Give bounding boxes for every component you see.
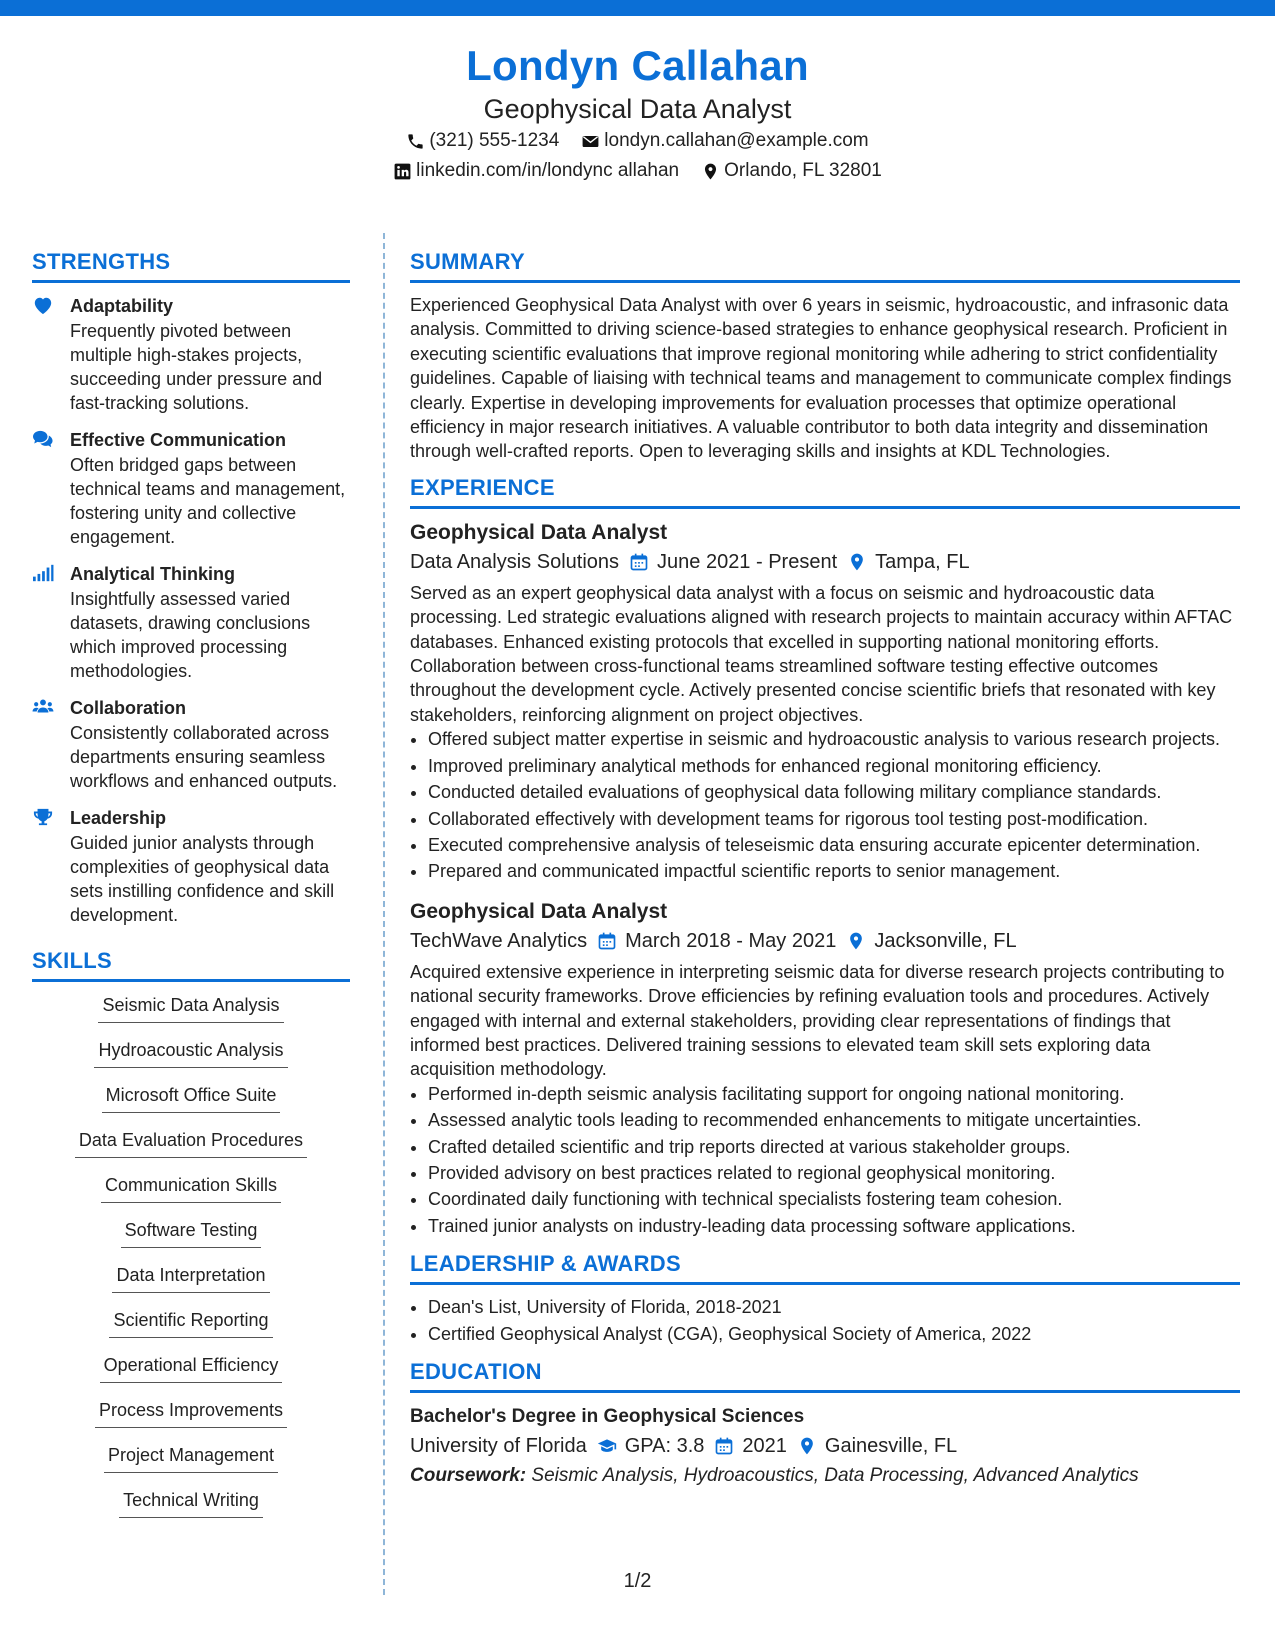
coursework-text: Seismic Analysis, Hydroacoustics, Data Processing, Advanced Analytics bbox=[531, 1465, 1139, 1486]
map-pin-icon bbox=[846, 931, 866, 951]
strength-title: Analytical Thinking bbox=[70, 564, 236, 584]
summary-heading: SUMMARY bbox=[410, 248, 1240, 283]
map-pin-icon bbox=[797, 1436, 817, 1456]
job-meta bbox=[410, 926, 1240, 956]
bullet-item: • Provided advisory on best practices related to regional geophysical monitoring. bbox=[428, 1161, 1240, 1185]
strength-desc: Often bridged gaps between technical teams and management, fostering unity and collective engagement. bbox=[70, 455, 346, 547]
strength-desc: Guided junior analysts through complexities of geophysical data sets instilling confidence and skill development. bbox=[70, 833, 335, 925]
skill-tag: Software Testing bbox=[121, 1217, 262, 1248]
skill-tag: Data Interpretation bbox=[112, 1262, 269, 1293]
job-dates: March 2018 - May 2021 bbox=[625, 929, 837, 952]
strength-item bbox=[32, 427, 350, 549]
email-contact[interactable] bbox=[581, 126, 868, 156]
job-company: Data Analysis Solutions bbox=[410, 550, 620, 573]
strength-desc: Consistently collaborated across departments ensuring seamless workflows and enhanced outputs. bbox=[70, 723, 338, 791]
linkedin-text: linkedin.com/in/londync allahan bbox=[416, 160, 680, 181]
phone-contact[interactable] bbox=[406, 126, 559, 156]
job-title: Geophysical Data Analyst bbox=[410, 899, 668, 923]
coursework-label: Coursework: bbox=[410, 1465, 527, 1486]
bullet-item: • Performed in-depth seismic analysis facilitating support for ongoing national monitoring. bbox=[428, 1082, 1240, 1106]
skill-tag: Scientific Reporting bbox=[109, 1307, 272, 1338]
email-text: londyn.callahan@example.com bbox=[604, 130, 869, 151]
job-location: Tampa, FL bbox=[875, 550, 970, 573]
job-bullets bbox=[410, 1082, 1240, 1238]
awards-heading: LEADERSHIP & AWARDS bbox=[410, 1250, 1240, 1285]
job-meta bbox=[410, 547, 1240, 577]
skill-tag: Hydroacoustic Analysis bbox=[94, 1037, 287, 1068]
heart-icon bbox=[32, 295, 54, 315]
page-number: 1/2 bbox=[623, 1570, 652, 1592]
strength-desc: Frequently pivoted between multiple high-stakes projects, succeeding under pressure and fast-tracking solutions. bbox=[70, 321, 323, 413]
graduation-cap-icon bbox=[597, 1436, 617, 1456]
map-pin-icon bbox=[701, 162, 720, 181]
education-heading: EDUCATION bbox=[410, 1358, 1240, 1393]
strength-title: Adaptability bbox=[70, 296, 174, 316]
bullet-item: • Prepared and communicated impactful scientific reports to senior management. bbox=[428, 859, 1240, 883]
job-entry bbox=[410, 898, 1240, 1238]
strength-title: Collaboration bbox=[70, 698, 186, 718]
edu-coursework bbox=[410, 1461, 1240, 1491]
job-entry bbox=[410, 519, 1240, 884]
linkedin-icon bbox=[393, 162, 412, 181]
strength-desc: Insightfully assessed varied datasets, drawing conclusions which improved processing methodologies. bbox=[70, 589, 311, 681]
summary-text: Experienced Geophysical Data Analyst with over 6 years in seismic, hydroacoustic, and infrasonic data analysis. Committed to driving science-based strategies to enhance geophysical research. Proficient in executing scientific evaluations that improve regional monitoring while adhering to strict confidentiality guidelines. Capable of liaising with technical teams and management to communicate complex findings clearly. Expertise in developing improvements for evaluation processes that optimize operational efficiency in major research initiatives. A valuable contributor to both data integrity and dissemination through well-crafted reports. Open to leveraging skills and insights at KDL Technologies. bbox=[410, 295, 1232, 462]
right-column bbox=[410, 248, 1240, 1491]
resume-header bbox=[0, 40, 1275, 186]
top-accent-bar bbox=[0, 0, 1275, 16]
location-text: Orlando, FL 32801 bbox=[724, 160, 882, 181]
bullet-item: • Trained junior analysts on industry-leading data processing software applications. bbox=[428, 1214, 1240, 1238]
bullet-item: • Conducted detailed evaluations of geophysical data following military compliance standards. bbox=[428, 780, 1240, 804]
strength-item bbox=[32, 561, 350, 683]
trophy-icon bbox=[32, 807, 54, 827]
skill-tag: Operational Efficiency bbox=[100, 1352, 283, 1383]
contact-row-1 bbox=[0, 126, 1275, 156]
edu-gpa: GPA: 3.8 bbox=[624, 1435, 705, 1457]
edu-meta bbox=[410, 1431, 1240, 1461]
map-pin-icon bbox=[847, 552, 867, 572]
phone-icon bbox=[406, 132, 425, 151]
bullet-item: • Improved preliminary analytical methods for enhanced regional monitoring efficiency. bbox=[428, 754, 1240, 778]
location-contact bbox=[701, 156, 882, 186]
contact-row-2 bbox=[0, 156, 1275, 186]
skills-heading: SKILLS bbox=[32, 947, 350, 982]
calendar-icon bbox=[597, 931, 617, 951]
calendar-icon bbox=[629, 552, 649, 572]
edu-school: University of Florida bbox=[410, 1435, 587, 1457]
award-item: • Dean's List, University of Florida, 2018-2021 bbox=[428, 1295, 1240, 1319]
bullet-item: • Executed comprehensive analysis of teleseismic data ensuring accurate epicenter determination. bbox=[428, 833, 1240, 857]
skill-tag: Process Improvements bbox=[95, 1397, 287, 1428]
job-bullets bbox=[410, 727, 1240, 883]
edu-year: 2021 bbox=[742, 1435, 787, 1457]
strength-item bbox=[32, 293, 350, 415]
skill-tag: Communication Skills bbox=[101, 1172, 281, 1203]
awards-list bbox=[410, 1295, 1240, 1346]
skill-tag: Microsoft Office Suite bbox=[102, 1082, 281, 1113]
skill-tag: Project Management bbox=[104, 1442, 278, 1473]
job-description: Served as an expert geophysical data analyst with a focus on seismic and hydroacoustic data processing. Led strategic evaluations aligned with research projects to maintain accuracy within AFTAC databases. Enhanced existing protocols that excelled in supporting national monitoring efforts. Collaboration between cross-functional teams streamlined software testing effective outcomes throughout the development cycle. Actively presented concise scientific briefs that resonated with key stakeholders, reinforcing alignment on project objectives. bbox=[410, 582, 1233, 725]
edu-degree: Bachelor's Degree in Geophysical Sciences bbox=[410, 1406, 805, 1427]
strengths-heading: STRENGTHS bbox=[32, 248, 350, 283]
award-item: • Certified Geophysical Analyst (CGA), Geophysical Society of America, 2022 bbox=[428, 1322, 1240, 1346]
column-divider bbox=[383, 233, 385, 1595]
job-dates: June 2021 - Present bbox=[657, 550, 838, 573]
comments-icon bbox=[32, 429, 54, 449]
job-location: Jacksonville, FL bbox=[874, 929, 1017, 952]
skills-list bbox=[32, 992, 350, 1532]
job-description: Acquired extensive experience in interpreting seismic data for diverse research projects contributing to national security frameworks. Drove efficiencies by refining evaluation tools and procedures. Actively engaged with internal and external stakeholders, providing clear representations of findings that informed best practices. Delivered training sessions to elevated team skill sets exploring data acquisition methodology. bbox=[410, 961, 1225, 1080]
linkedin-contact[interactable] bbox=[393, 156, 679, 186]
strength-item bbox=[32, 695, 350, 793]
left-column bbox=[32, 248, 350, 1532]
experience-heading: EXPERIENCE bbox=[410, 474, 1240, 509]
bullet-item: • Coordinated daily functioning with technical specialists fostering team cohesion. bbox=[428, 1187, 1240, 1211]
candidate-title: Geophysical Data Analyst bbox=[483, 94, 792, 124]
skill-tag: Seismic Data Analysis bbox=[98, 992, 283, 1023]
users-icon bbox=[32, 697, 54, 717]
envelope-icon bbox=[581, 132, 600, 151]
phone-text: (321) 555-1234 bbox=[429, 130, 560, 151]
job-title: Geophysical Data Analyst bbox=[410, 520, 668, 544]
edu-location: Gainesville, FL bbox=[824, 1435, 958, 1457]
bullet-item: • Collaborated effectively with development teams for rigorous tool testing post-modification. bbox=[428, 807, 1240, 831]
skill-tag: Data Evaluation Procedures bbox=[75, 1127, 307, 1158]
strength-item bbox=[32, 805, 350, 927]
calendar-icon bbox=[714, 1436, 734, 1456]
strength-title: Effective Communication bbox=[70, 430, 287, 450]
bullet-item: • Assessed analytic tools leading to recommended enhancements to mitigate uncertainties. bbox=[428, 1108, 1240, 1132]
signal-bars-icon bbox=[32, 563, 54, 583]
skill-tag: Technical Writing bbox=[119, 1487, 263, 1518]
job-company: TechWave Analytics bbox=[410, 929, 588, 952]
candidate-name: Londyn Callahan bbox=[466, 42, 809, 89]
bullet-item: • Crafted detailed scientific and trip reports directed at various stakeholder groups. bbox=[428, 1135, 1240, 1159]
strength-title: Leadership bbox=[70, 808, 167, 828]
bullet-item: • Offered subject matter expertise in seismic and hydroacoustic analysis to various research projects. bbox=[428, 727, 1240, 751]
